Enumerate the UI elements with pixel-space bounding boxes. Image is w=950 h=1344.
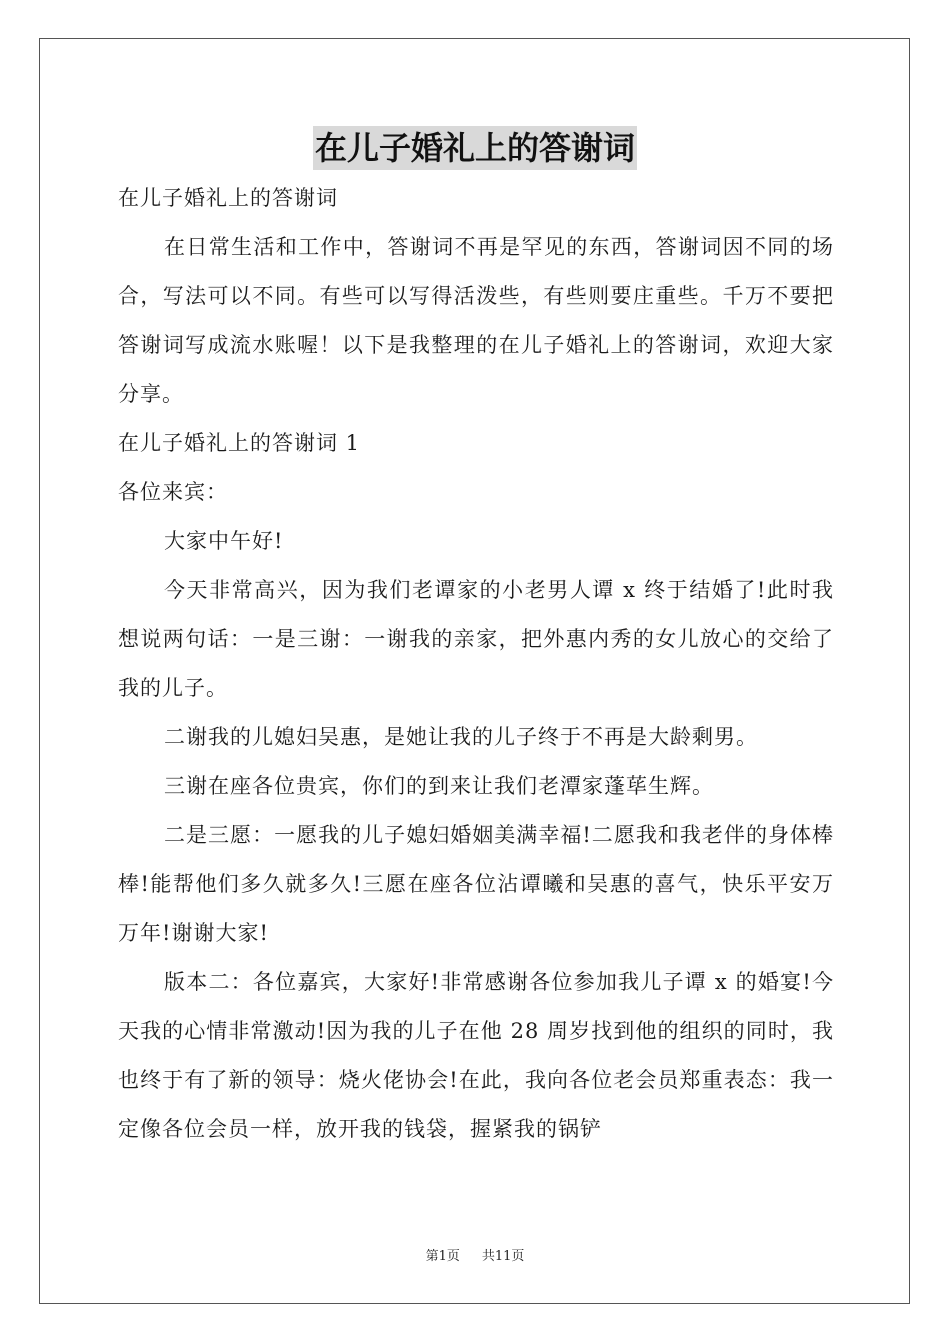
page-number: 第1页 [425,1249,460,1264]
paragraph: 在儿子婚礼上的答谢词 [118,186,338,210]
document-body [118,174,834,1154]
paragraph: 二谢我的儿媳妇吴惠，是她让我的儿子终于不再是大龄剩男。 [164,725,758,749]
paragraph: 各位来宾： [118,480,228,504]
paragraph: 三谢在座各位贵宾，你们的到来让我们老潭家蓬荜生辉。 [164,774,714,798]
title-container [0,126,950,170]
paragraph: 大家中午好! [164,529,284,553]
document-title: 在儿子婚礼上的答谢词 [313,126,637,170]
paragraph: 二是三愿：一愿我的儿子媳妇婚姻美满幸福!二愿我和我老伴的身体棒棒!能帮他们多久就多久!三愿在座各位沾谭曦和吴惠的喜气，快乐平安万万年!谢谢大家! [118,823,834,945]
paragraph: 今天非常高兴，因为我们老谭家的小老男人谭 x 终于结婚了!此时我想说两句话：一是三谢：一谢我的亲家，把外惠内秀的女儿放心的交给了我的儿子。 [118,578,834,700]
paragraph: 在日常生活和工作中，答谢词不再是罕见的东西，答谢词因不同的场合，写法可以不同。有些可以写得活泼些，有些则要庄重些。千万不要把答谢词写成流水账喔！以下是我整理的在儿子婚礼上的答谢词，欢迎大家分享。 [118,235,834,406]
page-footer [0,1247,950,1267]
page-total: 共11页 [481,1249,525,1264]
paragraph: 版本二：各位嘉宾，大家好!非常感谢各位参加我儿子谭 x 的婚宴!今天我的心情非常激动!因为我的儿子在他 28 周岁找到他的组织的同时，我也终于有了新的领导：烧火佬协会!在此，我向各位老会员郑重表态：我一定像各位会员一样，放开我的钱袋，握紧我的锅铲 [118,970,834,1141]
paragraph: 在儿子婚礼上的答谢词 1 [118,431,361,455]
